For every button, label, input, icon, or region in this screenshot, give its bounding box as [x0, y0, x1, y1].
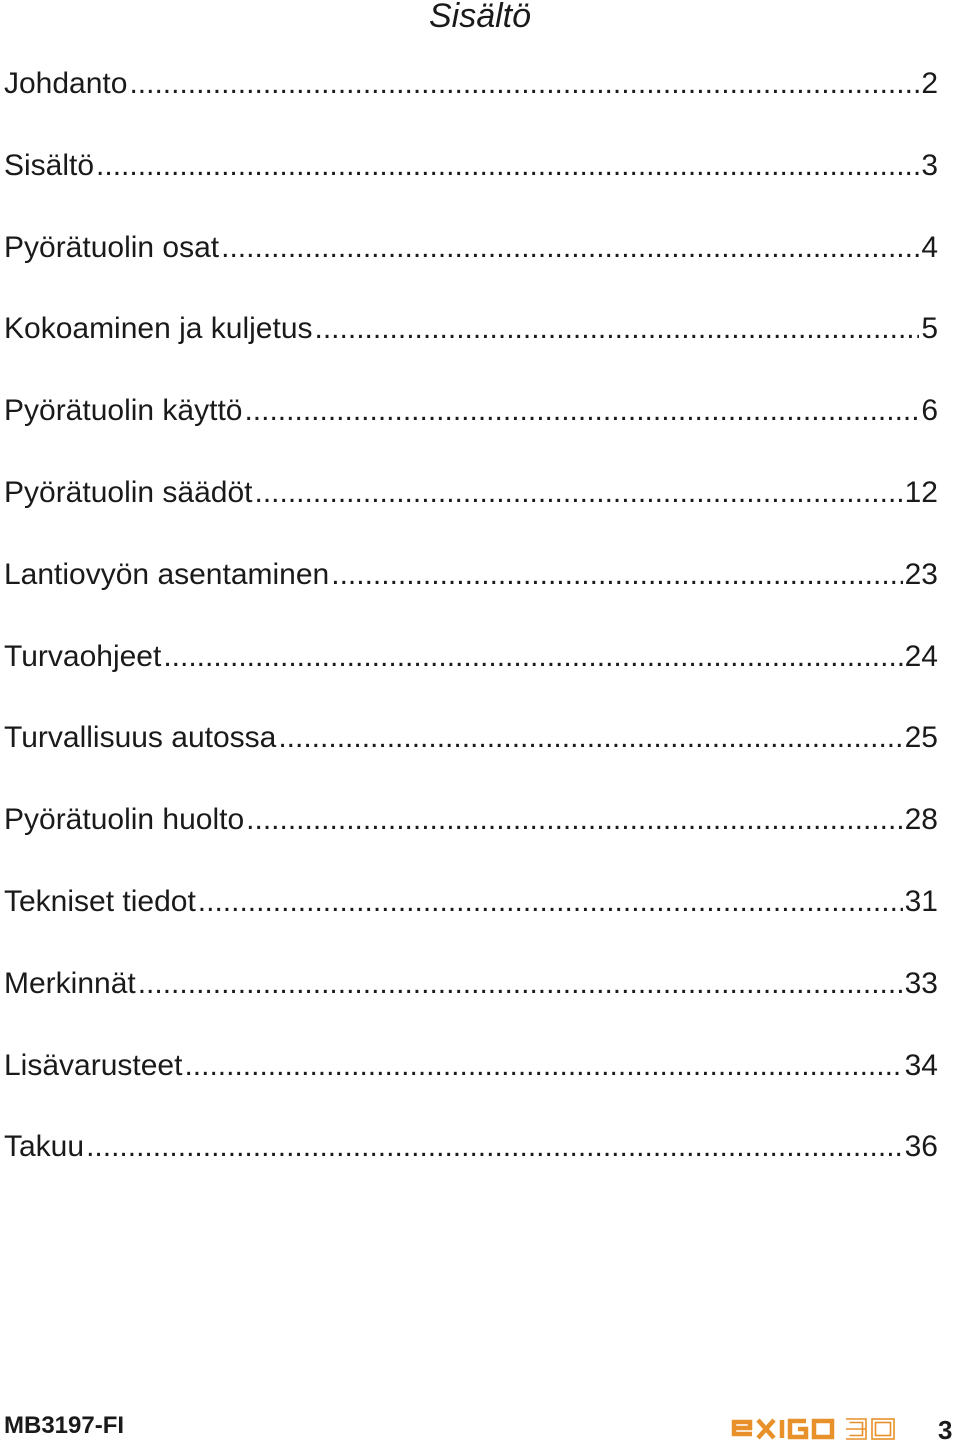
toc-entry-page: 31 — [904, 884, 938, 918]
toc-entry-title: Tekniset tiedot — [4, 884, 196, 918]
toc-dot-leader — [246, 800, 902, 840]
toc-entry-page: 4 — [921, 230, 938, 264]
exigo-30-logo — [730, 1414, 908, 1444]
toc-dot-leader — [86, 1127, 903, 1167]
toc-dot-leader — [96, 146, 919, 186]
toc-dot-leader — [244, 391, 919, 431]
toc-entry-title: Lisävarusteet — [4, 1048, 183, 1082]
toc-dot-leader — [184, 1046, 902, 1086]
toc-entry-page: 36 — [904, 1130, 938, 1164]
toc-entry-title: Pyörätuolin säädöt — [4, 475, 253, 509]
toc-entry-page: 25 — [904, 721, 938, 755]
toc-entry[interactable] — [4, 309, 938, 391]
toc-entry-title: Turvallisuus autossa — [4, 721, 277, 755]
toc-dot-leader — [255, 473, 903, 513]
toc-entry[interactable] — [4, 882, 938, 964]
toc-entry-title: Turvaohjeet — [4, 639, 162, 673]
toc-dot-leader — [129, 64, 919, 104]
toc-entry-title: Johdanto — [4, 67, 128, 100]
toc-entry[interactable] — [4, 637, 938, 719]
toc-dot-leader — [315, 309, 920, 349]
toc-entry-title: Sisältö — [4, 148, 95, 182]
toc-entry[interactable] — [4, 146, 938, 228]
toc-entry-title: Pyörätuolin käyttö — [4, 394, 243, 428]
toc-entry[interactable] — [4, 1046, 938, 1128]
toc-entry-title: Takuu — [4, 1130, 85, 1164]
toc-entry[interactable] — [4, 473, 938, 555]
toc-entry-title: Pyörätuolin huolto — [4, 803, 245, 837]
toc-dot-leader — [198, 882, 903, 922]
toc-entry-page: 34 — [904, 1048, 938, 1082]
toc-entry-title: Kokoaminen ja kuljetus — [4, 312, 313, 346]
toc-dot-leader — [163, 637, 902, 677]
toc-entry[interactable] — [4, 964, 938, 1046]
toc-entry-page: 28 — [904, 803, 938, 837]
toc-entry-page: 24 — [904, 639, 938, 673]
page-title: Sisältö — [428, 0, 532, 35]
toc-entry-title: Pyörätuolin osat — [4, 230, 220, 264]
toc-dot-leader — [278, 718, 902, 758]
toc-entry[interactable] — [4, 555, 938, 637]
toc-entry[interactable] — [4, 391, 938, 473]
toc-entry[interactable] — [4, 800, 938, 882]
toc-dot-leader — [138, 964, 903, 1004]
toc-entry-page: 12 — [904, 475, 938, 509]
toc-entry-page: 33 — [904, 966, 938, 1000]
toc-entry-page: 5 — [921, 312, 938, 346]
toc-entry-title: Merkinnät — [4, 966, 136, 1000]
toc-entry[interactable] — [4, 718, 938, 800]
toc-entry-page: 3 — [921, 148, 938, 182]
document-code: MB3197-FI — [4, 1412, 125, 1439]
page-number: 3 — [938, 1415, 953, 1445]
toc-entry[interactable] — [4, 1127, 938, 1209]
toc-entry-page: 2 — [921, 67, 938, 100]
toc-entry-page: 23 — [904, 557, 938, 591]
toc-entry[interactable] — [4, 64, 938, 146]
toc-entry-title: Lantiovyön asentaminen — [4, 557, 330, 591]
toc-dot-leader — [331, 555, 902, 595]
toc-entry[interactable] — [4, 228, 938, 310]
table-of-contents — [4, 64, 938, 1209]
toc-dot-leader — [221, 228, 919, 268]
toc-entry-page: 6 — [921, 394, 938, 428]
